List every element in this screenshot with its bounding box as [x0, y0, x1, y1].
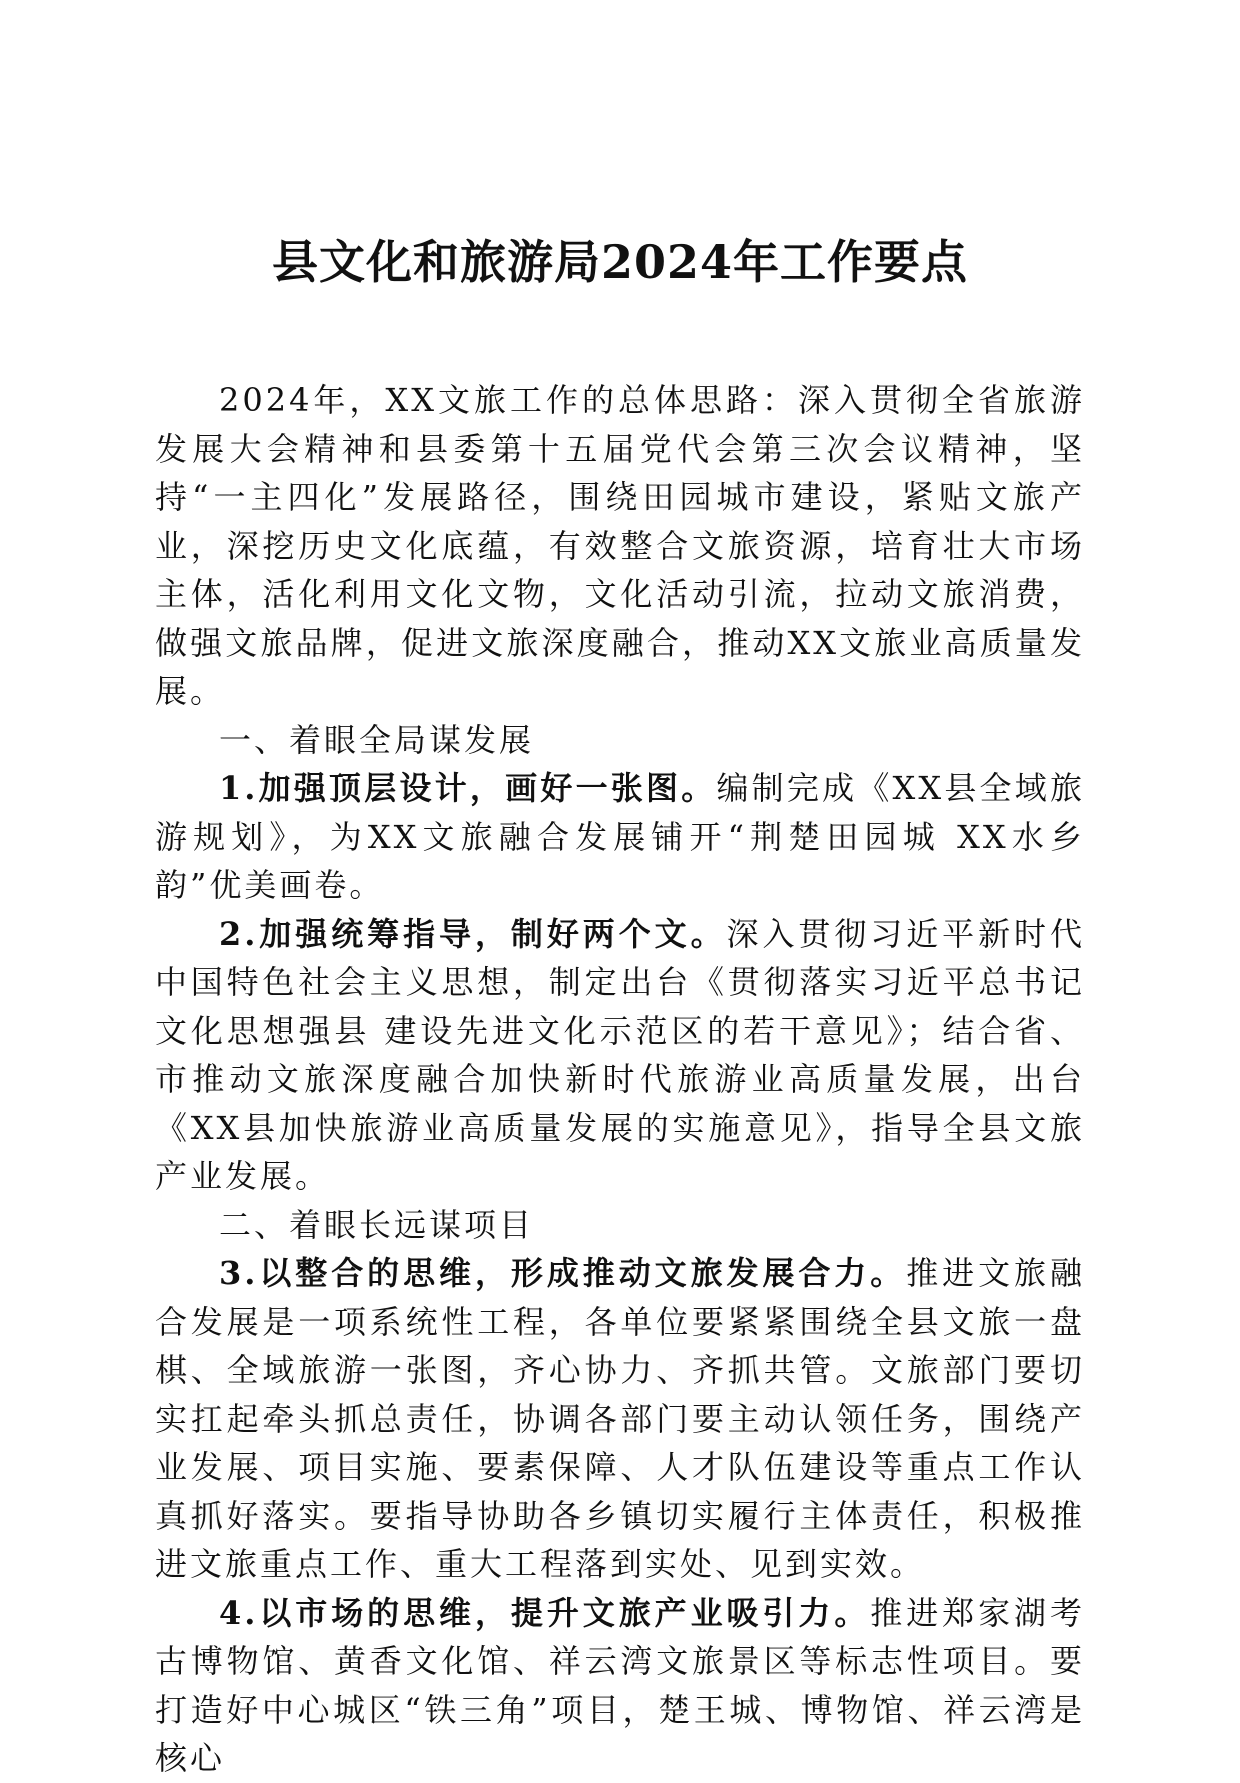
section-heading-2: 二、着眼长远谋项目 [219, 1205, 535, 1244]
item-lead-1: 1.加强顶层设计，画好一张图。 [219, 769, 717, 807]
intro-paragraph: 2024年，XX文旅工作的总体思路：深入贯彻全省旅游发展大会精神和县委第十五届党代会第三次会议精神，坚持“一主四化”发展路径，围绕田园城市建设，紧贴文旅产业，深挖历史文化底蕴，有效整合文旅资源，培育壮大市场主体，活化利用文化文物，文化活动引流，拉动文旅消费，做强文旅品牌，促进文旅深度融合，推动XX文旅业高质量发展。 [155, 381, 1085, 710]
item-text-2: 深入贯彻习近平新时代中国特色社会主义思想，制定出台《贯彻落实习近平总书记文化思想强县 建设先进文化示范区的若干意见》；结合省、市推动文旅深度融合加快新时代旅游业高质量发展，出台《XX县加快旅游业高质量发展的实施意见》，指导全县文旅产业发展。 [155, 914, 1085, 1195]
item-lead-3: 3.以整合的思维，形成推动文旅发展合力。 [219, 1254, 907, 1292]
item-paragraph-3 [155, 1249, 1085, 1589]
item-lead-2: 2.加强统筹指导，制好两个文。 [219, 914, 727, 953]
item-paragraph-4 [155, 1589, 1085, 1783]
item-paragraph-2 [155, 910, 1085, 1201]
item-paragraph-1 [155, 764, 1085, 910]
item-text-1: 编制完成《XX县全域旅游规划》，为XX文旅融合发展铺开“荆楚田园城 XX水乡韵”优美画卷。 [155, 769, 1085, 904]
item-text-4: 推进郑家湖考古博物馆、黄香文化馆、祥云湾文旅景区等标志性项目。要打造好中心城区“铁三角”项目，楚王城、博物馆、祥云湾是核心 [155, 1593, 1085, 1777]
document-title: 县文化和旅游局2024年工作要点 [271, 235, 969, 289]
item-lead-4: 4.以市场的思维，提升文旅产业吸引力。 [219, 1593, 871, 1632]
document-body [155, 376, 1085, 1783]
item-text-3: 推进文旅融合发展是一项系统性工程，各单位要紧紧围绕全县文旅一盘棋、全域旅游一张图，齐心协力、齐抓共管。文旅部门要切实扛起牵头抓总责任，协调各部门要主动认领任务，围绕产业发展、项目实施、要素保障、人才队伍建设等重点工作认真抓好落实。要指导协助各乡镇切实履行主体责任，积极推进文旅重点工作、重大工程落到实处、见到实效。 [155, 1254, 1085, 1583]
section-heading-1: 一、着眼全局谋发展 [219, 720, 535, 759]
